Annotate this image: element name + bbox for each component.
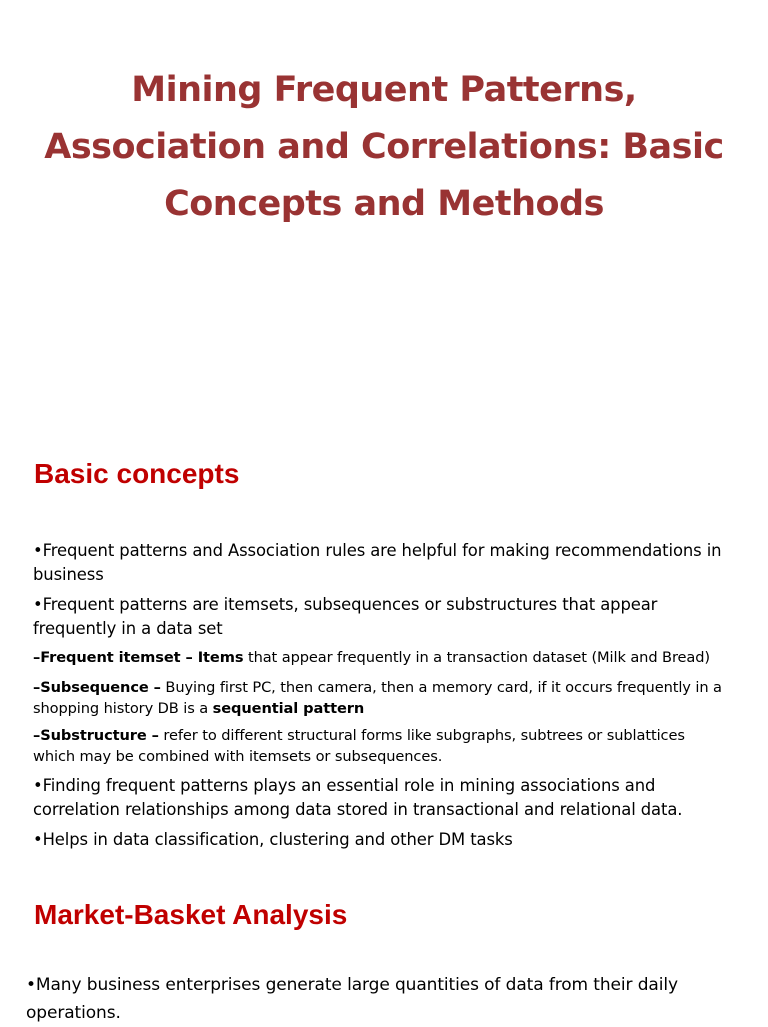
text-line: •Finding frequent patterns plays an essential role in mining associations and	[33, 776, 656, 795]
text-line: •Frequent patterns and Association rules are helpful for making recommendations in	[33, 541, 722, 560]
term-description: that appear frequently in a transaction dataset (Milk and Bread)	[243, 649, 711, 666]
bullet-helps-in-data-classification	[33, 828, 768, 852]
bullet-frequent-patterns-association-rules	[33, 539, 768, 587]
title-line-3: Concepts and Methods	[164, 184, 604, 224]
text-line: correlation relationships among data stored in transactional and relational data.	[33, 800, 683, 819]
text-line: •Helps in data classification, clustering and other DM tasks	[33, 830, 513, 849]
text-line: frequently in a data set	[33, 619, 223, 638]
text-line: •Frequent patterns are itemsets, subsequences or substructures that appear	[33, 595, 658, 614]
term-description: refer to different structural forms like subgraphs, subtrees or sublattices	[158, 727, 685, 744]
section-heading-market-basket-analysis: Market-Basket Analysis	[34, 899, 348, 930]
page-title	[0, 62, 768, 233]
text-line: •Many business enterprises generate large quantities of data from their daily	[26, 975, 678, 995]
title-line-1: Mining Frequent Patterns,	[131, 70, 637, 110]
text-line	[33, 677, 768, 698]
sub-bullet-subsequence	[33, 677, 768, 719]
text-line: operations.	[26, 1003, 121, 1023]
text-line	[33, 698, 768, 719]
term-description: Buying first PC, then camera, then a memory card, if it occurs frequently in a	[160, 679, 722, 696]
text-line: which may be combined with itemsets or subsequences.	[33, 748, 443, 765]
bullet-finding-frequent-patterns	[33, 774, 768, 822]
bullet-business-enterprises-data	[26, 971, 761, 1027]
title-line-2: Association and Correlations: Basic	[44, 127, 724, 167]
term-description: shopping history DB is a	[33, 700, 213, 717]
section-heading-basic-concepts: Basic concepts	[34, 458, 240, 489]
text-line	[33, 647, 768, 668]
term-bold: –Frequent itemset – Items	[33, 649, 244, 666]
sub-bullet-substructure	[33, 725, 768, 767]
sub-bullet-frequent-itemset	[33, 647, 768, 668]
term-bold: sequential pattern	[212, 700, 365, 717]
text-line	[33, 725, 768, 746]
text-line: business	[33, 565, 104, 584]
bullet-frequent-patterns-definition	[33, 593, 768, 641]
term-bold: –Substructure –	[33, 727, 159, 744]
term-bold: –Subsequence –	[33, 679, 161, 696]
